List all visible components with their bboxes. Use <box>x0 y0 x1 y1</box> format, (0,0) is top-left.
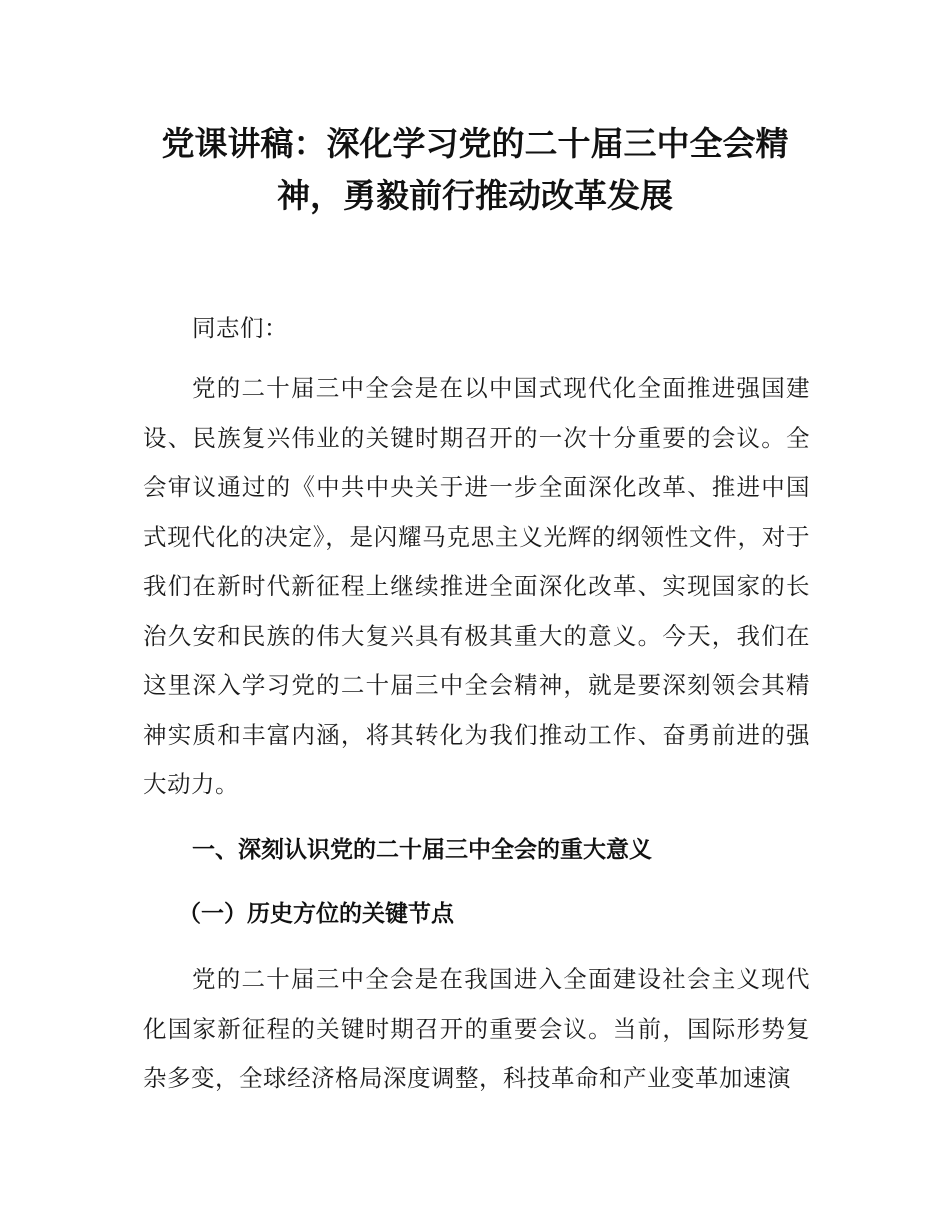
subsection-heading-1: （一）历史方位的关键节点 <box>178 901 454 927</box>
title-line-2: 神，勇毅前行推动改革发展 <box>277 176 673 215</box>
document-title <box>140 118 810 222</box>
section-heading-1: 一、深刻认识党的二十届三中全会的重大意义 <box>192 837 652 863</box>
salutation: 同志们： <box>192 314 288 342</box>
paragraph-intro: 党的二十届三中全会是在以中国式现代化全面推进强国建设、民族复兴伟业的关键时期召开的一次十分重要的会议。全会审议通过的《中共中央关于进一步全面深化改革、推进中国式现代化的决定》，是闪耀马克思主义光辉的纲领性文件，对于我们在新时代新征程上继续推进全面深化改革、实现国家的长治久安和民族的伟大复兴具有极其重大的意义。今天，我们在这里深入学习党的二十届三中全会精神，就是要深刻领会其精神实质和丰富内涵，将其转化为我们推动工作、奋勇前进的强大动力。 <box>143 374 810 798</box>
paragraph-section1: 党的二十届三中全会是在我国进入全面建设社会主义现代化国家新征程的关键时期召开的重要会议。当前，国际形势复杂多变，全球经济格局深度调整，科技革命和产业变革加速演 <box>143 965 810 1092</box>
title-line-1: 党课讲稿：深化学习党的二十届三中全会精 <box>161 124 789 163</box>
